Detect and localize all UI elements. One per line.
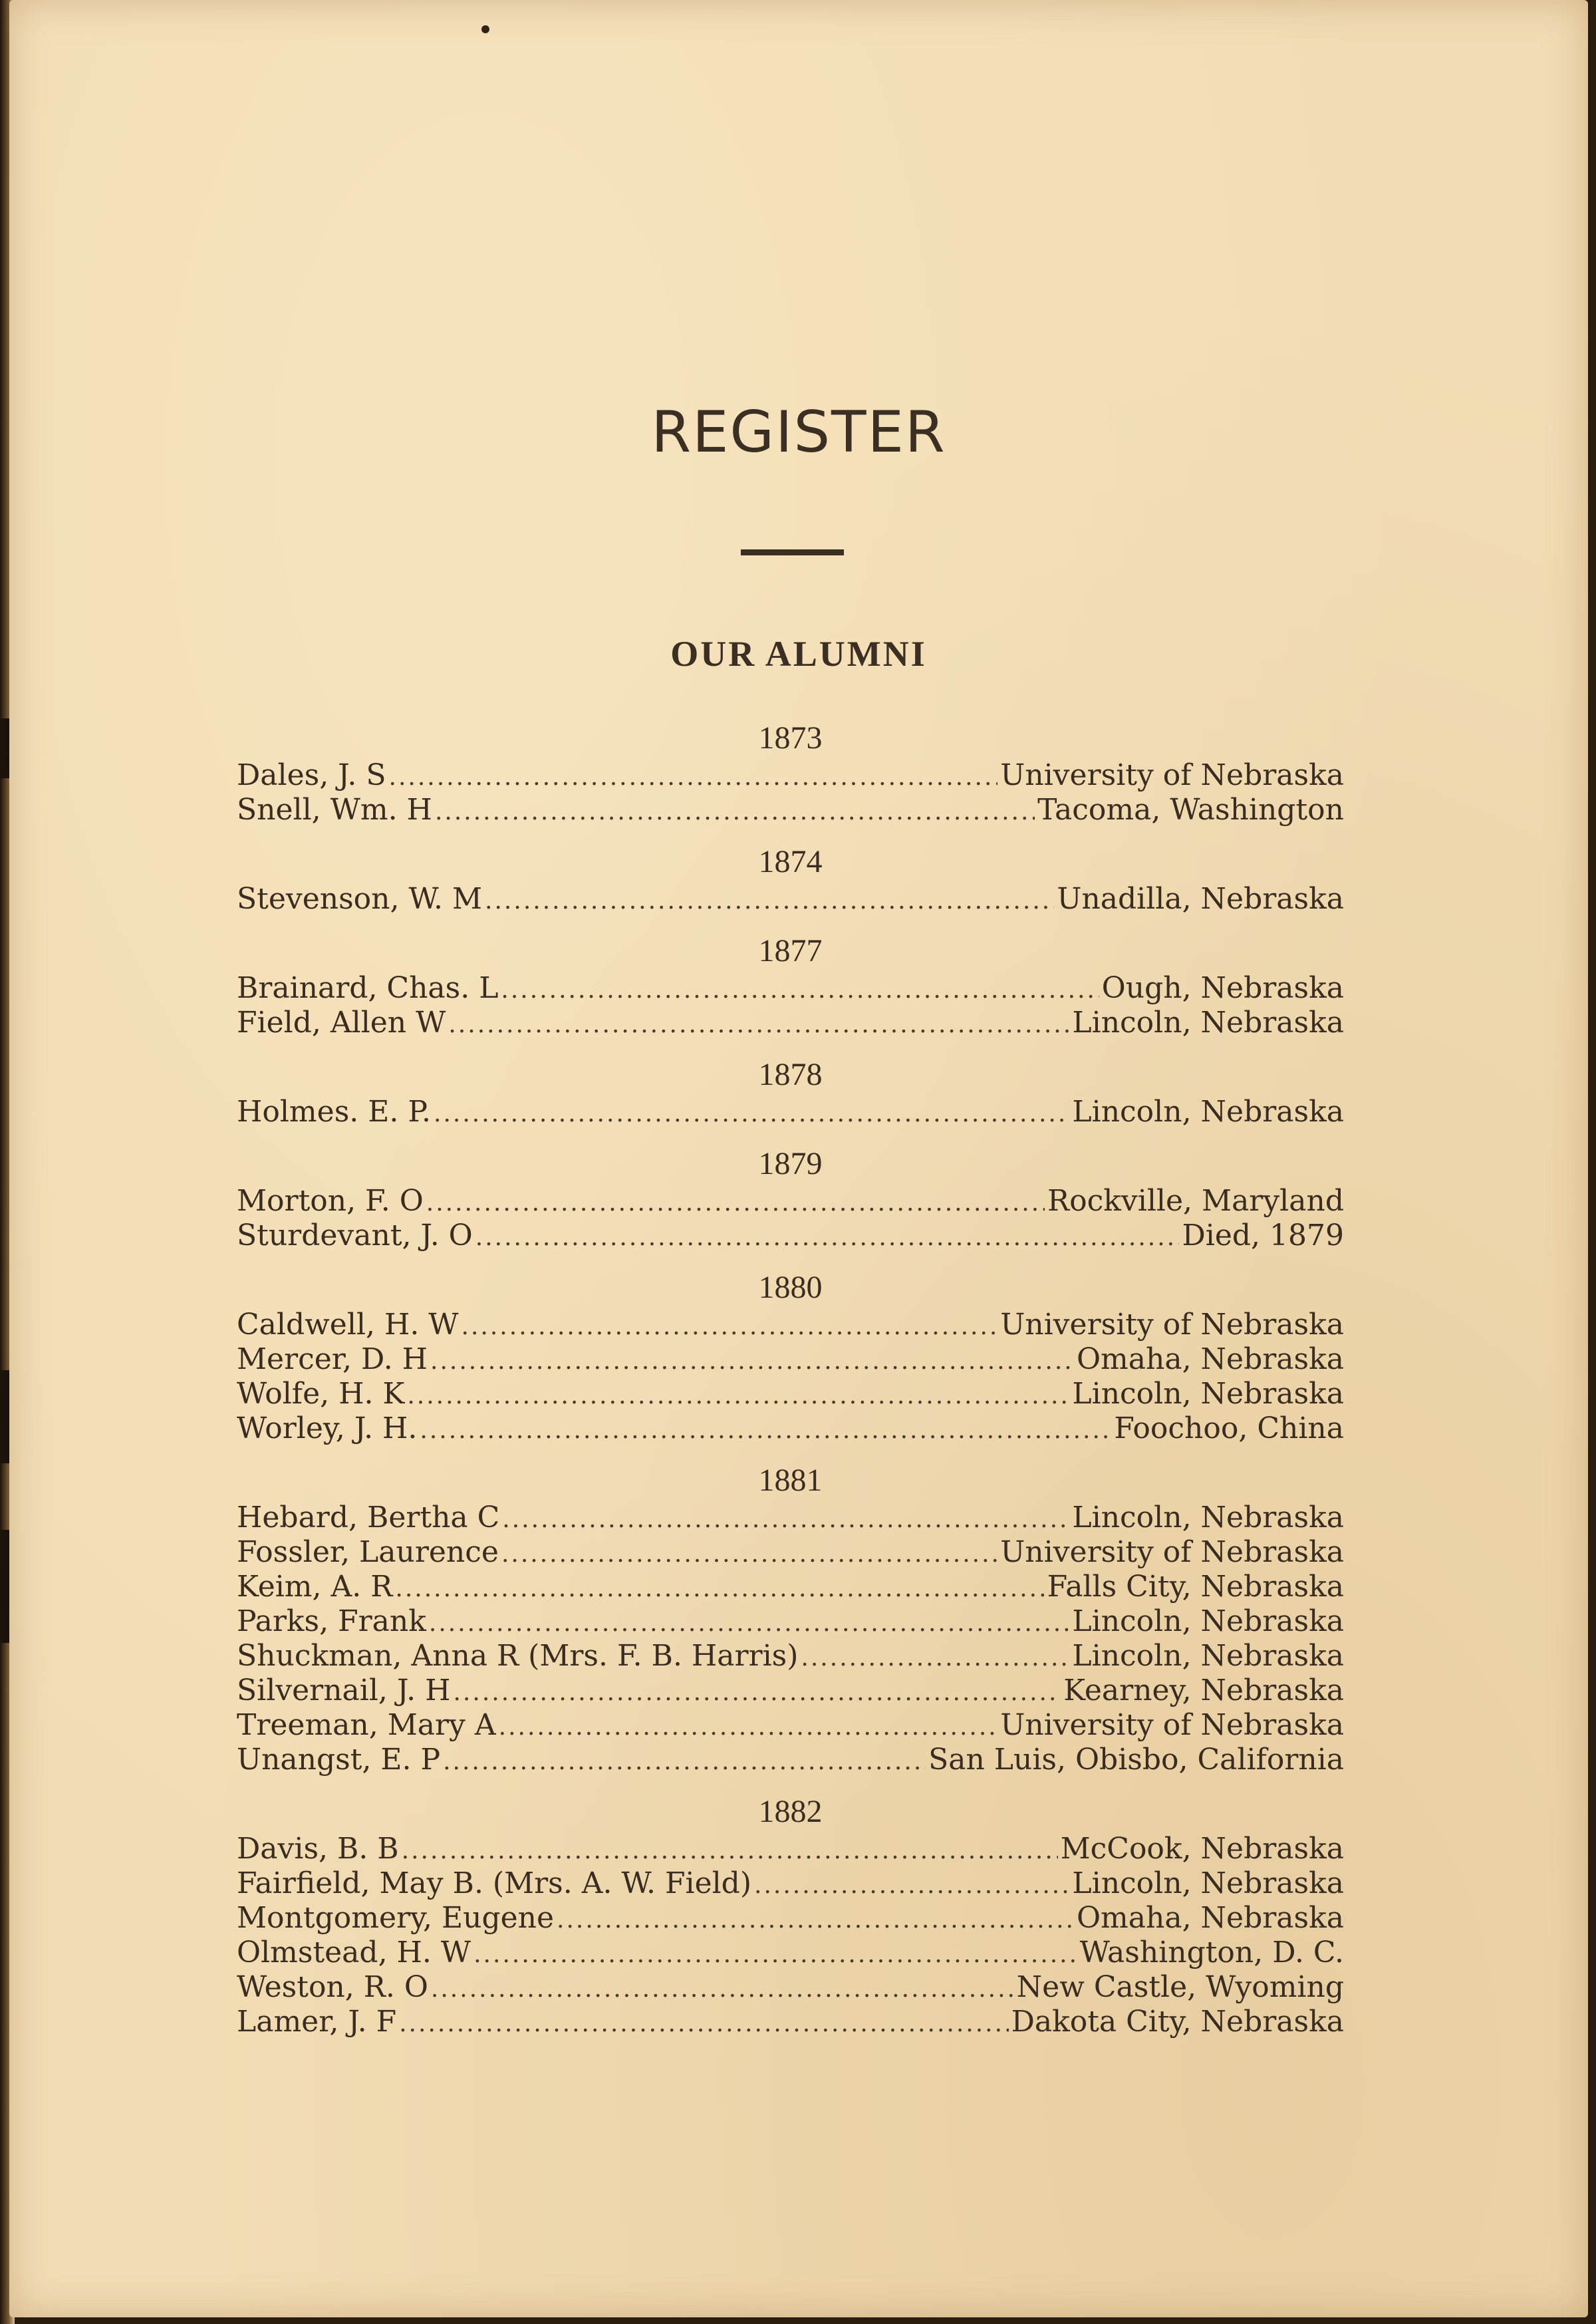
alumni-name: Brainard, Chas. L: [237, 971, 499, 1005]
alumni-entry: [237, 1708, 1344, 1743]
alumni-name: Unangst, E. P: [237, 1743, 441, 1777]
dot-leader: [557, 1903, 1074, 1938]
dot-leader: [434, 1097, 1069, 1131]
alumni-name: Mercer, D. H: [237, 1342, 428, 1376]
alumni-name: Olmstead, H. W: [237, 1936, 471, 1969]
alumni-location: Lincoln, Nebraska: [1072, 1095, 1344, 1129]
alumni-entry: [237, 1308, 1344, 1342]
alumni-entry: [237, 1501, 1344, 1535]
dot-leader: [499, 1710, 998, 1745]
alumni-name: Lamer, J. F: [237, 2005, 397, 2039]
dot-leader: [473, 1938, 1077, 1972]
alumni-entry: [237, 1866, 1344, 1901]
year-group: [237, 712, 1344, 827]
dot-leader: [407, 1379, 1069, 1413]
dot-leader: [801, 1641, 1069, 1675]
alumni-location: San Luis, Obisbo, California: [928, 1743, 1344, 1777]
year-group: [237, 925, 1344, 1040]
alumni-location: Lincoln, Nebraska: [1072, 1501, 1344, 1534]
alumni-entry: [237, 1377, 1344, 1411]
year-group: [237, 1137, 1344, 1253]
alumni-location: Falls City, Nebraska: [1047, 1570, 1344, 1604]
alumni-entry: [237, 1570, 1344, 1604]
alumni-entry: [237, 1006, 1344, 1040]
alumni-name: Hebard, Bertha C: [237, 1501, 500, 1534]
alumni-location: University of Nebraska: [1000, 1535, 1344, 1569]
alumni-location: Dakota City, Nebraska: [1011, 2005, 1344, 2039]
alumni-location: University of Nebraska: [1000, 758, 1344, 792]
alumni-entry: [237, 1936, 1344, 1970]
alumni-location: McCook, Nebraska: [1060, 1832, 1344, 1866]
alumni-name: Sturdevant, J. O: [237, 1219, 473, 1252]
alumni-location: Rockville, Maryland: [1047, 1184, 1344, 1218]
alumni-location: Omaha, Nebraska: [1076, 1342, 1344, 1376]
dot-leader: [402, 1834, 1058, 1868]
dot-leader: [420, 1413, 1111, 1448]
class-year: 1881: [758, 1463, 823, 1498]
dot-leader: [453, 1675, 1061, 1710]
alumni-entry: [237, 1411, 1344, 1446]
dot-leader: [431, 1972, 1014, 2007]
alumni-name: Keim, A. R: [237, 1570, 393, 1604]
alumni-location: Lincoln, Nebraska: [1072, 1866, 1344, 1900]
alumni-name: Treeman, Mary A: [237, 1708, 496, 1742]
alumni-name: Field, Allen W: [237, 1006, 446, 1040]
alumni-name: Stevenson, W. M: [237, 882, 483, 916]
alumni-location: Lincoln, Nebraska: [1072, 1604, 1344, 1638]
alumni-name: Snell, Wm. H: [237, 793, 432, 827]
alumni-name: Dales, J. S: [237, 758, 386, 792]
title-rule: [741, 549, 844, 555]
dot-leader: [502, 1503, 1069, 1537]
alumni-entry: [237, 2005, 1344, 2039]
dot-leader: [448, 1008, 1069, 1042]
alumni-entry: [237, 1535, 1344, 1570]
dot-leader: [754, 1868, 1069, 1903]
alumni-location: Tacoma, Washington: [1037, 793, 1344, 827]
alumni-name: Montgomery, Eugene: [237, 1901, 555, 1935]
dot-leader: [485, 884, 1054, 919]
alumni-name: Holmes. E. P.: [237, 1095, 432, 1129]
alumni-name: Worley, J. H.: [237, 1411, 418, 1445]
dot-leader: [389, 760, 998, 795]
class-year: 1877: [758, 933, 823, 968]
alumni-entry: [237, 1673, 1344, 1708]
alumni-name: Parks, Frank: [237, 1604, 426, 1638]
alumni-name: Fossler, Laurence: [237, 1535, 499, 1569]
dot-leader: [443, 1745, 926, 1779]
alumni-location: Lincoln, Nebraska: [1072, 1639, 1344, 1673]
alumni-name: Fairfield, May B. (Mrs. A. W. Field): [237, 1866, 752, 1900]
dot-leader: [426, 1186, 1045, 1221]
alumni-entry: [237, 793, 1344, 827]
page-title: REGISTER: [651, 399, 946, 466]
alumni-location: Ough, Nebraska: [1101, 971, 1344, 1005]
alumni-name: Davis, B. B: [237, 1832, 399, 1866]
dot-leader: [501, 1537, 998, 1572]
ink-spot: [481, 25, 489, 33]
alumni-name: Silvernail, J. H: [237, 1673, 451, 1707]
dot-leader: [430, 1344, 1074, 1379]
dot-leader: [501, 973, 1099, 1008]
dot-leader: [462, 1310, 998, 1344]
alumni-location: Kearney, Nebraska: [1063, 1673, 1344, 1707]
alumni-location: Lincoln, Nebraska: [1072, 1006, 1344, 1040]
alumni-name: Shuckman, Anna R (Mrs. F. B. Harris): [237, 1639, 799, 1673]
section-heading: OUR ALUMNI: [670, 634, 927, 674]
alumni-location: New Castle, Wyoming: [1016, 1970, 1344, 2004]
alumni-entry: [237, 1639, 1344, 1673]
alumni-entry: [237, 1095, 1344, 1129]
class-year: 1880: [758, 1270, 823, 1305]
class-year: 1873: [758, 720, 823, 756]
alumni-entry: [237, 1901, 1344, 1936]
year-group: [237, 1454, 1344, 1777]
year-group: [237, 1048, 1344, 1129]
alumni-entry: [237, 1832, 1344, 1866]
dot-leader: [475, 1221, 1180, 1255]
dot-leader: [435, 795, 1035, 829]
alumni-register: [237, 712, 1344, 2047]
alumni-location: Lincoln, Nebraska: [1072, 1377, 1344, 1411]
alumni-entry: [237, 1219, 1344, 1253]
alumni-location: University of Nebraska: [1000, 1308, 1344, 1342]
class-year: 1879: [758, 1146, 823, 1181]
alumni-location: Foochoo, China: [1114, 1411, 1344, 1445]
alumni-location: University of Nebraska: [1000, 1708, 1344, 1742]
alumni-entry: [237, 1743, 1344, 1777]
class-year: 1878: [758, 1057, 823, 1092]
dot-leader: [429, 1606, 1070, 1641]
alumni-location: Died, 1879: [1182, 1219, 1344, 1252]
book-page: [9, 0, 1588, 2317]
alumni-entry: [237, 758, 1344, 793]
alumni-entry: [237, 1184, 1344, 1219]
alumni-entry: [237, 1604, 1344, 1639]
year-group: [237, 835, 1344, 917]
year-group: [237, 1261, 1344, 1446]
class-year: 1874: [758, 844, 823, 879]
alumni-location: Washington, D. C.: [1079, 1936, 1344, 1969]
alumni-entry: [237, 971, 1344, 1006]
alumni-entry: [237, 1342, 1344, 1377]
year-group: [237, 1785, 1344, 2039]
class-year: 1882: [758, 1794, 823, 1829]
alumni-entry: [237, 1970, 1344, 2005]
alumni-location: Unadilla, Nebraska: [1057, 882, 1344, 916]
dot-leader: [395, 1572, 1044, 1606]
alumni-name: Caldwell, H. W: [237, 1308, 459, 1342]
alumni-name: Morton, F. O: [237, 1184, 424, 1218]
alumni-name: Weston, R. O: [237, 1970, 428, 2004]
alumni-location: Omaha, Nebraska: [1076, 1901, 1344, 1935]
dot-leader: [399, 2007, 1008, 2041]
alumni-name: Wolfe, H. K: [237, 1377, 405, 1411]
alumni-entry: [237, 882, 1344, 917]
